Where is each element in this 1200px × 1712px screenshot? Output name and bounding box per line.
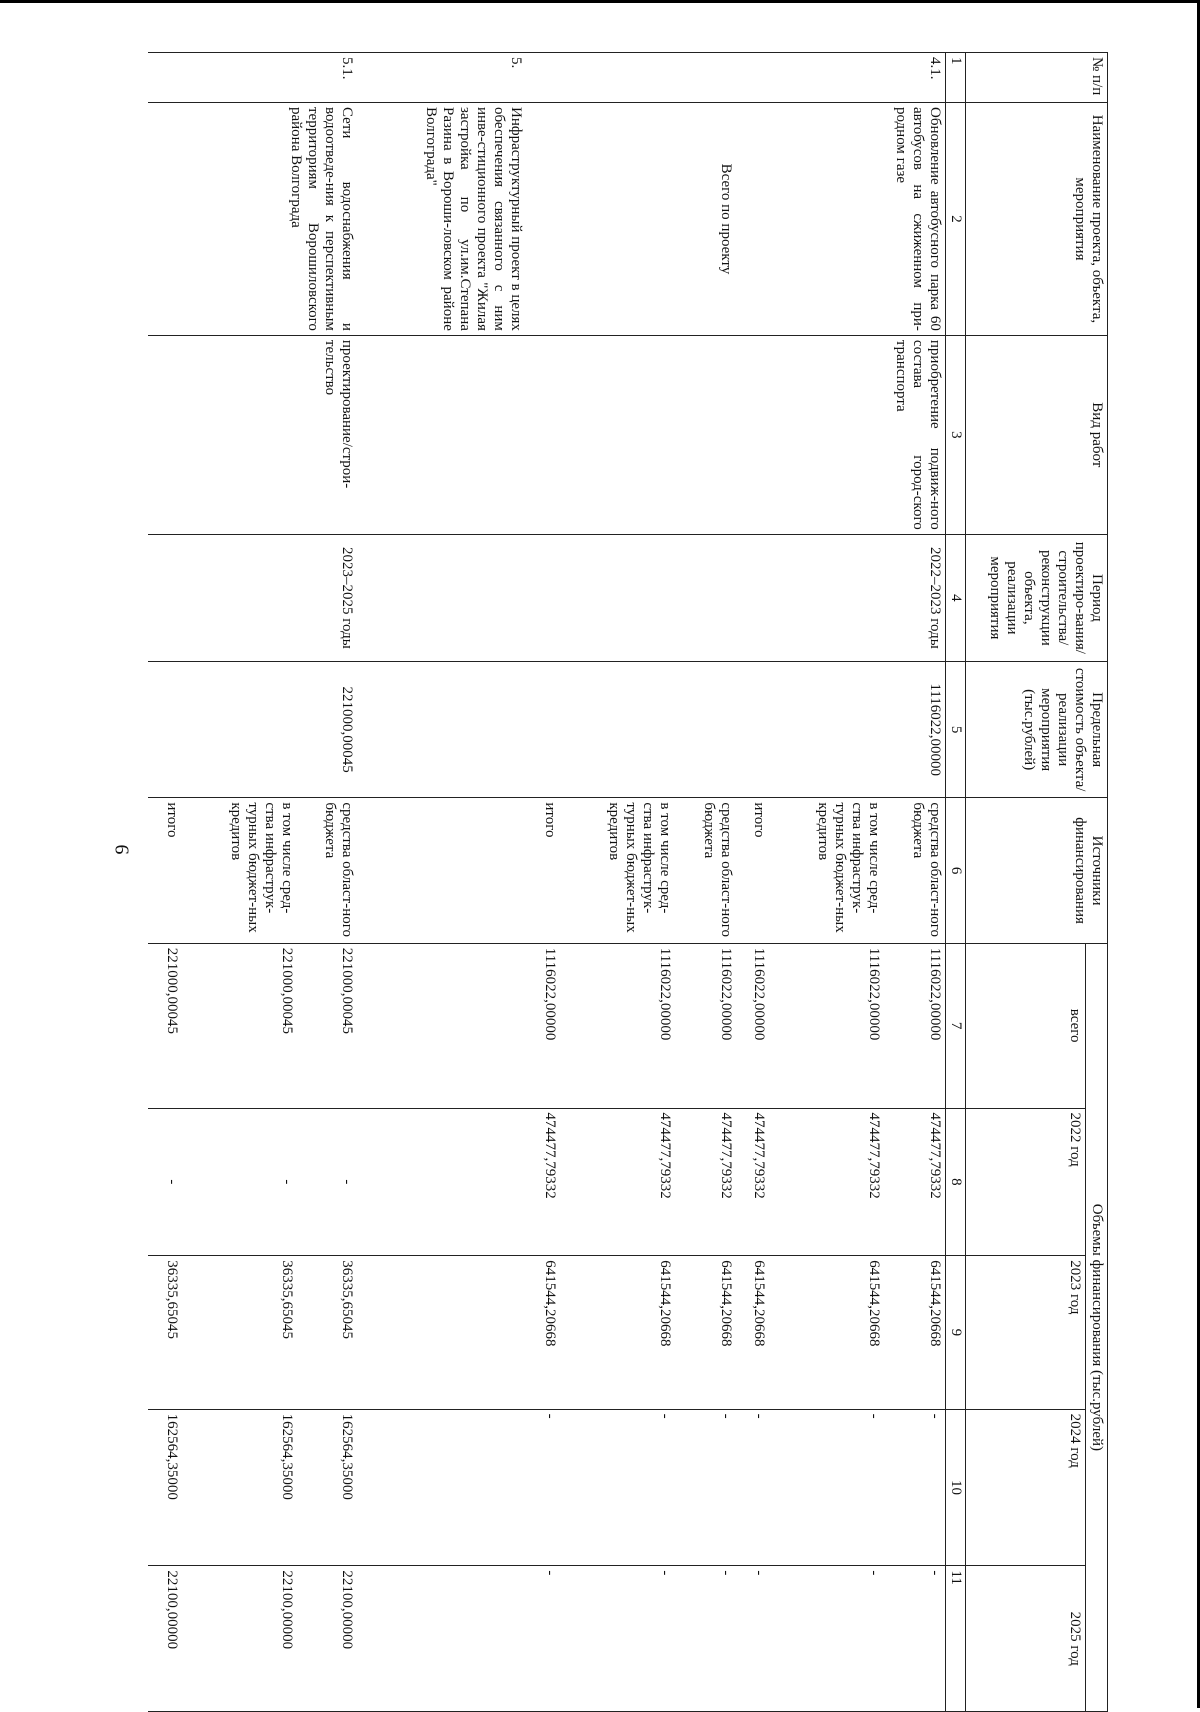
year-2024-cell: 162564,35000 [297, 1409, 358, 1566]
year-2022-cell: 474477,79332 [736, 1108, 770, 1256]
financing-table [148, 52, 1108, 1712]
year-2023-cell: 36335,65045 [182, 1256, 297, 1409]
source-cell: итого [148, 798, 182, 943]
year-2024-cell: - [560, 1409, 675, 1566]
source-cell: в том числе сред-ства инфраструк-турных бюджет-ных кредитов [182, 798, 297, 943]
year-2025-cell: 22100,00000 [182, 1566, 297, 1712]
col-number: 4 [946, 534, 966, 661]
table-row [297, 53, 358, 1712]
header-work: Вид работ [966, 335, 1108, 534]
empty-cell [357, 1566, 526, 1712]
year-2023-cell: 641544,20668 [675, 1256, 736, 1409]
year-2022-cell: 474477,79332 [769, 1108, 884, 1256]
scan-edge-top [0, 0, 1200, 3]
year-2025-cell: - [736, 1566, 770, 1712]
year-2022-cell: 474477,79332 [526, 1108, 560, 1256]
header-2024: 2024 год [966, 1409, 1086, 1566]
col-number: 9 [946, 1256, 966, 1409]
col-number: 6 [946, 798, 966, 943]
total-cell: 1116022,00000 [675, 943, 736, 1108]
header-period: Период проектиро-вания/ строительства/ реконструкции объекта, реализации мероприятия [966, 534, 1108, 661]
empty-cell [526, 662, 735, 798]
total-cell: 1116022,00000 [769, 943, 884, 1108]
source-cell: в том числе сред-ства инфраструк-турных бюджет-ных кредитов [560, 798, 675, 943]
col-number: 10 [946, 1409, 966, 1566]
header-name: Наименование проекта, объекта, мероприятия [966, 102, 1108, 335]
empty-cell [526, 335, 735, 534]
item-cost: 1116022,00000 [736, 662, 946, 798]
source-cell: средства област-ного бюджета [297, 798, 358, 943]
year-2024-cell: - [675, 1409, 736, 1566]
total-cell: 221000,00045 [182, 943, 297, 1108]
col-number: 1 [946, 53, 966, 103]
year-2024-cell: - [769, 1409, 884, 1566]
empty-cell [526, 534, 735, 661]
total-cell: 1116022,00000 [884, 943, 945, 1108]
project-total-label: Всего по проекту [526, 102, 735, 335]
year-2025-cell: - [769, 1566, 884, 1712]
empty-cell [357, 798, 526, 943]
item-number: 5.1. [148, 53, 357, 103]
year-2024-cell: - [526, 1409, 560, 1566]
empty-cell [357, 662, 526, 798]
year-2025-cell: 22100,00000 [148, 1566, 182, 1712]
item-number: 4.1. [736, 53, 946, 103]
header-row-1 [1086, 53, 1108, 1712]
item-period: 2023–2025 годы [148, 534, 357, 661]
year-2022-cell: - [297, 1108, 358, 1256]
item-name: Обновление автобусного парка 60 автобусов на сжиженном при-родном газе [736, 102, 946, 335]
year-2025-cell: - [884, 1566, 945, 1712]
table-row [357, 53, 526, 1712]
col-number: 3 [946, 335, 966, 534]
header-2025: 2025 год [966, 1566, 1086, 1712]
year-2023-cell: 641544,20668 [769, 1256, 884, 1409]
year-2022-cell: 474477,79332 [675, 1108, 736, 1256]
col-number: 2 [946, 102, 966, 335]
total-cell: 221000,00045 [148, 943, 182, 1108]
header-total: всего [966, 943, 1086, 1108]
total-cell: 221000,00045 [297, 943, 358, 1108]
year-2023-cell: 641544,20668 [560, 1256, 675, 1409]
source-cell: итого [526, 798, 560, 943]
source-cell: в том числе сред-ства инфраструк-турных бюджет-ных кредитов [769, 798, 884, 943]
year-2022-cell: - [182, 1108, 297, 1256]
empty-cell [357, 335, 526, 534]
year-2022-cell: - [148, 1108, 182, 1256]
total-cell: 1116022,00000 [736, 943, 770, 1108]
rotated-table-container [148, 52, 1108, 1712]
source-cell: средства област-ного бюджета [884, 798, 945, 943]
empty-cell [357, 943, 526, 1108]
source-cell: итого [736, 798, 770, 943]
table-row [675, 53, 736, 1712]
total-cell: 1116022,00000 [526, 943, 560, 1108]
year-2025-cell: 22100,00000 [297, 1566, 358, 1712]
year-2024-cell: - [736, 1409, 770, 1566]
col-number: 7 [946, 943, 966, 1108]
empty-cell [357, 1108, 526, 1256]
header-group: Объемы финансирования (тыс.рублей) [1086, 943, 1108, 1711]
year-2023-cell: 641544,20668 [884, 1256, 945, 1409]
item-number: 5. [357, 53, 526, 103]
item-work-type: приобретение подвиж-ного состава город-ского транспорта [736, 335, 946, 534]
year-2023-cell: 36335,65045 [297, 1256, 358, 1409]
year-2023-cell: 36335,65045 [148, 1256, 182, 1409]
year-2025-cell: - [526, 1566, 560, 1712]
item-name: Инфраструктурный проект в целях обеспечения связанного с ним инве-стиционного проекта "Жилая застройка по ул.им.Степана Разина в Вороши-ловском районе Волгограда" [357, 102, 526, 335]
page-number: 9 [111, 844, 134, 855]
header-num: № п/п [966, 53, 1108, 103]
header-2023: 2023 год [966, 1256, 1086, 1409]
item-work-type: проектирование/строи-тельство [148, 335, 357, 534]
item-period: 2022–2023 годы [736, 534, 946, 661]
col-number: 5 [946, 662, 966, 798]
empty-cell [357, 1409, 526, 1566]
table-row [884, 53, 945, 1712]
header-2022: 2022 год [966, 1108, 1086, 1256]
empty-cell [357, 534, 526, 661]
year-2024-cell: - [884, 1409, 945, 1566]
column-number-row [946, 53, 966, 1712]
year-2023-cell: 641544,20668 [736, 1256, 770, 1409]
source-cell: средства област-ного бюджета [675, 798, 736, 943]
col-number: 11 [946, 1566, 966, 1712]
empty-cell [357, 1256, 526, 1409]
year-2025-cell: - [560, 1566, 675, 1712]
item-cost: 221000,00045 [148, 662, 357, 798]
year-2022-cell: 474477,79332 [884, 1108, 945, 1256]
year-2025-cell: - [675, 1566, 736, 1712]
col-number: 8 [946, 1108, 966, 1256]
header-source: Источники финансирования [966, 798, 1108, 943]
total-cell: 1116022,00000 [560, 943, 675, 1108]
year-2023-cell: 641544,20668 [526, 1256, 560, 1409]
year-2022-cell: 474477,79332 [560, 1108, 675, 1256]
item-name: Сети водоснабжения и водоотведе-ния к перспективным территориям Ворошиловского района Волгограда [148, 102, 357, 335]
year-2024-cell: 162564,35000 [182, 1409, 297, 1566]
header-cost: Предельная стоимость объекта/ реализации мероприятия (тыс.рублей) [966, 662, 1108, 798]
year-2024-cell: 162564,35000 [148, 1409, 182, 1566]
empty-cell [526, 53, 735, 103]
